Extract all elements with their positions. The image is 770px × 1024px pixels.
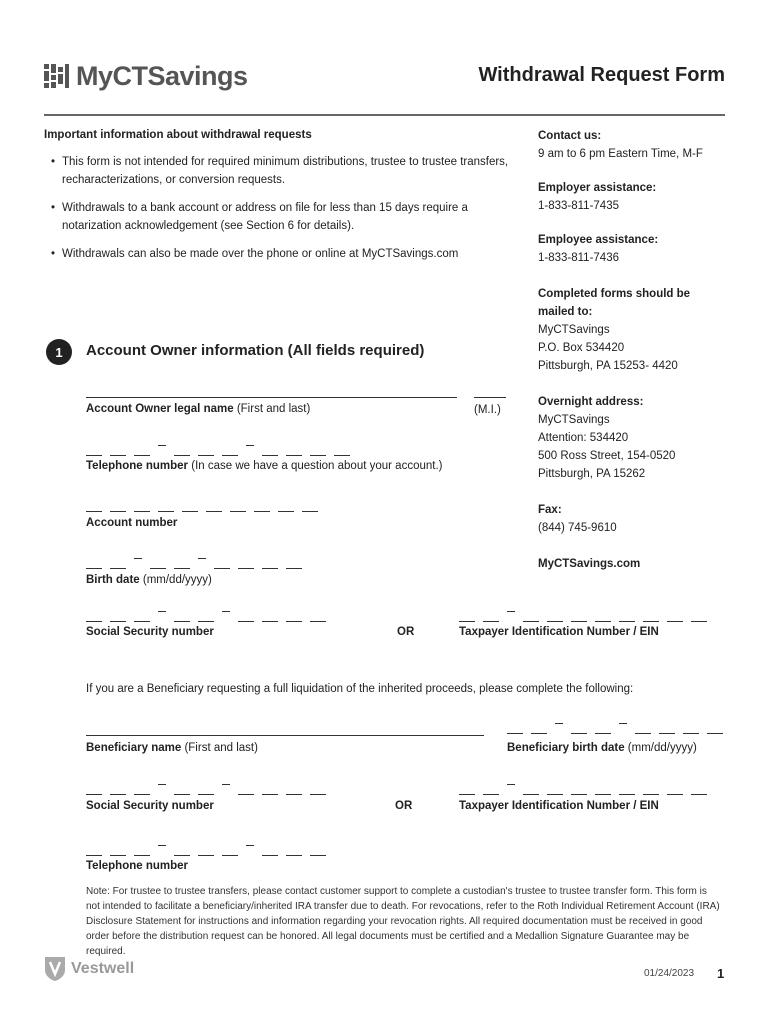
vestwell-text: Vestwell <box>71 960 135 977</box>
myctsavings-logo <box>44 63 248 90</box>
overnight-line: Attention: 534420 <box>538 432 629 444</box>
mail-line: P.O. Box 534420 <box>538 342 625 354</box>
beneficiary-ssn-label: Social Security number <box>86 800 214 812</box>
phone-label: Telephone number (In case we have a question about your account.) <box>86 460 443 472</box>
fax-heading: Fax: <box>538 504 562 516</box>
account-number-label: Account number <box>86 517 178 529</box>
bullet-item: • Withdrawals can also be made over the phone or online at MyCTSavings.com <box>51 248 459 260</box>
logo-text: MyCTSavings <box>76 61 248 91</box>
bullet-item: • This form is not intended for required minimum distributions, trustee to trustee transfers, recharacterizations, or conversion requests. <box>51 156 509 186</box>
birth-date-field[interactable] <box>86 558 310 569</box>
important-bullets <box>44 153 514 273</box>
employee-heading: Employee assistance: <box>538 234 659 246</box>
overnight-line: MyCTSavings <box>538 414 610 426</box>
bullet-item: • Withdrawals to a bank account or address on file for less than 15 days require a notarization acknowledgement (see Section 6 for details). <box>51 202 468 232</box>
owner-mi-field[interactable] <box>474 397 506 398</box>
section-number-badge: 1 <box>46 339 72 365</box>
beneficiary-phone-label: Telephone number <box>86 860 189 872</box>
beneficiary-name-label: Beneficiary name (First and last) <box>86 742 258 754</box>
vestwell-shield-icon <box>44 956 66 982</box>
myctsavings-logo-icon <box>44 64 70 90</box>
employee-phone: 1-833-811-7436 <box>538 252 619 264</box>
owner-name-field[interactable] <box>86 397 457 398</box>
tin-field[interactable] <box>459 611 715 622</box>
beneficiary-or-label: OR <box>395 800 413 812</box>
beneficiary-birth-field[interactable] <box>507 723 731 734</box>
contact-panel <box>538 127 738 573</box>
form-title: Withdrawal Request Form <box>478 64 725 86</box>
overnight-line: Pittsburgh, PA 15262 <box>538 468 646 480</box>
contact-hours: 9 am to 6 pm Eastern Time, M-F <box>538 148 703 160</box>
beneficiary-ssn-field[interactable] <box>86 784 334 795</box>
beneficiary-name-field[interactable] <box>86 735 484 736</box>
birth-date-label: Birth date (mm/dd/yyyy) <box>86 574 212 586</box>
mail-heading: Completed forms should be mailed to: <box>538 288 691 318</box>
contact-heading: Contact us: <box>538 130 602 142</box>
ssn-label: Social Security number <box>86 626 214 638</box>
or-label: OR <box>397 626 415 638</box>
vestwell-logo <box>44 956 134 982</box>
form-date: 01/24/2023 <box>644 968 695 979</box>
beneficiary-intro: If you are a Beneficiary requesting a full liquidation of the inherited proceeds, please complete the following: <box>86 683 634 695</box>
important-heading: Important information about withdrawal requests <box>44 129 312 141</box>
employer-phone: 1-833-811-7435 <box>538 200 619 212</box>
owner-name-label: Account Owner legal name (First and last) <box>86 403 311 415</box>
beneficiary-phone-field[interactable] <box>86 845 334 856</box>
section-note: Note: For trustee to trustee transfers, please contact customer support to complete a custodian's trustee to trustee transfer form. This form is not intended to facilitate a beneficiary/inherited IRA transfer due to death. For revocations, refer to the Roth Individual Retirement Account (IRA) Disclosure Statement for instructions and information regarding your revocation rights. All required documentation must be received in good order before the distribution request can be honored. All legal documents must be certified and a Medallion Signature Guarantee may be required. <box>86 886 720 957</box>
owner-phone-field[interactable] <box>86 445 358 456</box>
employer-heading: Employer assistance: <box>538 182 657 194</box>
header-rule <box>44 114 725 116</box>
beneficiary-tin-label: Taxpayer Identification Number / EIN <box>459 800 659 812</box>
ssn-field[interactable] <box>86 611 334 622</box>
mi-label: (M.I.) <box>474 404 501 416</box>
account-number-field[interactable] <box>86 511 326 512</box>
beneficiary-birth-label: Beneficiary birth date (mm/dd/yyyy) <box>507 742 697 754</box>
page-number: 1 <box>717 966 725 981</box>
section-title: Account Owner information (All fields required) <box>86 342 425 359</box>
tin-label: Taxpayer Identification Number / EIN <box>459 626 659 638</box>
overnight-heading: Overnight address: <box>538 396 644 408</box>
mail-line: MyCTSavings <box>538 324 610 336</box>
mail-line: Pittsburgh, PA 15253- 4420 <box>538 360 678 372</box>
beneficiary-tin-field[interactable] <box>459 784 715 795</box>
fax-number: (844) 745-9610 <box>538 522 617 534</box>
overnight-line: 500 Ross Street, 154-0520 <box>538 450 676 462</box>
website-link[interactable]: MyCTSavings.com <box>538 558 641 570</box>
